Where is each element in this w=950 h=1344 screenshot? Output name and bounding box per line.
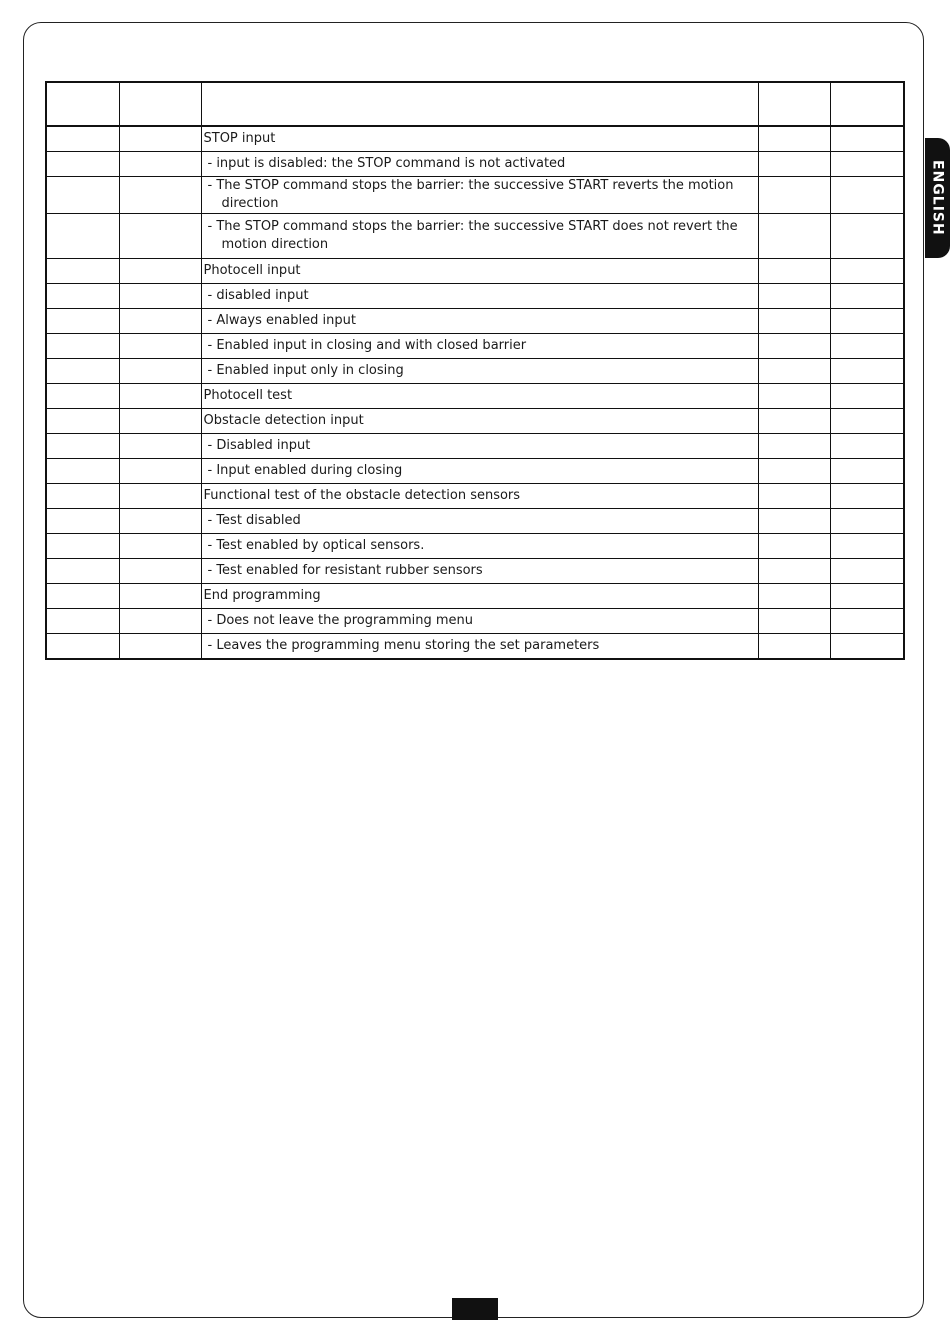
row-cell: [830, 334, 904, 359]
row-cell: [119, 152, 201, 177]
row-cell: [830, 484, 904, 509]
row-cell: [119, 126, 201, 152]
row-description: - Enabled input in closing and with closed barrier: [201, 334, 758, 359]
row-cell: [119, 534, 201, 559]
row-cell: [830, 284, 904, 309]
row-cell: [758, 309, 830, 334]
row-description: - disabled input: [201, 284, 758, 309]
table-row: [46, 284, 904, 309]
table-row: [46, 609, 904, 634]
table-row: [46, 214, 904, 259]
table-row: [46, 534, 904, 559]
row-cell: [758, 459, 830, 484]
row-cell: [46, 434, 119, 459]
row-cell: [46, 534, 119, 559]
row-cell: [830, 459, 904, 484]
row-cell: [46, 584, 119, 609]
row-cell: [119, 459, 201, 484]
row-description: - Does not leave the programming menu: [201, 609, 758, 634]
language-tab: [925, 138, 950, 258]
row-cell: [758, 334, 830, 359]
row-cell: [46, 259, 119, 284]
header-cell: [830, 82, 904, 126]
row-cell: [830, 584, 904, 609]
row-cell: [46, 152, 119, 177]
row-cell: [119, 484, 201, 509]
row-description: End programming: [201, 584, 758, 609]
table-row: [46, 584, 904, 609]
row-cell: [46, 409, 119, 434]
row-cell: [830, 214, 904, 259]
table-header-row: [46, 82, 904, 126]
row-cell: [119, 359, 201, 384]
row-cell: [758, 126, 830, 152]
language-tab-label: ENGLISH: [929, 160, 946, 236]
row-cell: [830, 609, 904, 634]
table-row: [46, 634, 904, 660]
header-cell: [46, 82, 119, 126]
row-cell: [46, 634, 119, 660]
row-cell: [46, 284, 119, 309]
row-cell: [758, 584, 830, 609]
row-cell: [830, 126, 904, 152]
table-row: [46, 484, 904, 509]
row-cell: [758, 509, 830, 534]
row-description: Obstacle detection input: [201, 409, 758, 434]
row-cell: [46, 384, 119, 409]
page-number-box: [452, 1298, 498, 1320]
row-cell: [46, 484, 119, 509]
programming-parameters-table: [45, 81, 905, 660]
row-description: - Enabled input only in closing: [201, 359, 758, 384]
row-cell: [830, 177, 904, 214]
row-cell: [758, 409, 830, 434]
row-cell: [758, 177, 830, 214]
row-description: - The STOP command stops the barrier: the successive START does not revert the motion direction: [201, 214, 758, 259]
row-cell: [758, 214, 830, 259]
row-description: Functional test of the obstacle detection sensors: [201, 484, 758, 509]
row-cell: [758, 359, 830, 384]
row-cell: [46, 334, 119, 359]
header-cell: [119, 82, 201, 126]
row-cell: [119, 334, 201, 359]
row-cell: [830, 384, 904, 409]
table-row: [46, 126, 904, 152]
table-row: [46, 434, 904, 459]
table-row: [46, 384, 904, 409]
table-row: [46, 309, 904, 334]
row-cell: [830, 559, 904, 584]
row-cell: [758, 434, 830, 459]
row-cell: [119, 284, 201, 309]
row-cell: [119, 634, 201, 660]
row-cell: [758, 259, 830, 284]
row-description: - The STOP command stops the barrier: the successive START reverts the motion direction: [201, 177, 758, 214]
table-body: [46, 82, 904, 659]
row-cell: [830, 359, 904, 384]
row-cell: [46, 559, 119, 584]
row-cell: [830, 434, 904, 459]
header-cell: [758, 82, 830, 126]
table-row: [46, 409, 904, 434]
row-cell: [119, 309, 201, 334]
table-row: [46, 559, 904, 584]
row-cell: [758, 634, 830, 660]
row-cell: [119, 259, 201, 284]
row-cell: [830, 152, 904, 177]
table-row: [46, 509, 904, 534]
row-cell: [830, 259, 904, 284]
row-cell: [119, 214, 201, 259]
row-description: - Disabled input: [201, 434, 758, 459]
row-cell: [119, 177, 201, 214]
row-cell: [758, 284, 830, 309]
row-cell: [119, 434, 201, 459]
row-description: Photocell input: [201, 259, 758, 284]
row-cell: [758, 559, 830, 584]
row-cell: [758, 484, 830, 509]
row-description: Photocell test: [201, 384, 758, 409]
row-description: - Always enabled input: [201, 309, 758, 334]
header-cell: [201, 82, 758, 126]
row-cell: [830, 634, 904, 660]
row-cell: [830, 534, 904, 559]
row-description: - Test enabled for resistant rubber sensors: [201, 559, 758, 584]
table-row: [46, 152, 904, 177]
row-cell: [758, 609, 830, 634]
row-cell: [830, 309, 904, 334]
row-description: STOP input: [201, 126, 758, 152]
row-description: - Test disabled: [201, 509, 758, 534]
row-cell: [46, 459, 119, 484]
row-description: - Test enabled by optical sensors.: [201, 534, 758, 559]
table-row: [46, 259, 904, 284]
table-row: [46, 359, 904, 384]
row-cell: [119, 559, 201, 584]
row-cell: [119, 609, 201, 634]
row-cell: [830, 409, 904, 434]
table-row: [46, 177, 904, 214]
row-cell: [46, 309, 119, 334]
row-cell: [46, 126, 119, 152]
row-cell: [46, 177, 119, 214]
row-cell: [46, 509, 119, 534]
row-cell: [830, 509, 904, 534]
row-description: - Leaves the programming menu storing the set parameters: [201, 634, 758, 660]
row-description: - input is disabled: the STOP command is not activated: [201, 152, 758, 177]
row-description: - Input enabled during closing: [201, 459, 758, 484]
row-cell: [758, 534, 830, 559]
row-cell: [758, 384, 830, 409]
row-cell: [119, 509, 201, 534]
row-cell: [46, 359, 119, 384]
row-cell: [119, 384, 201, 409]
row-cell: [758, 152, 830, 177]
row-cell: [119, 584, 201, 609]
table-row: [46, 334, 904, 359]
table-row: [46, 459, 904, 484]
row-cell: [46, 214, 119, 259]
row-cell: [119, 409, 201, 434]
row-cell: [46, 609, 119, 634]
